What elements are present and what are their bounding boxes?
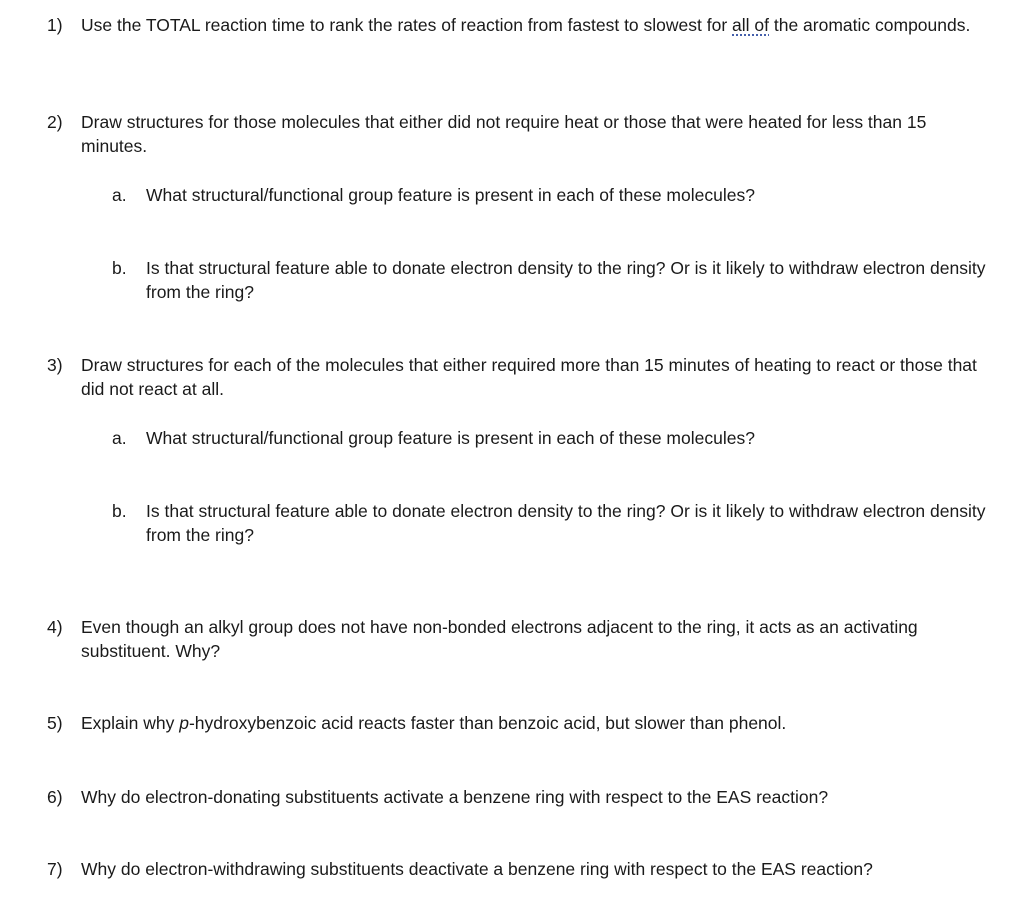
question-text: Why do electron-withdrawing substituents deactivate a benzene ring with respect to the EAS reaction? — [81, 859, 873, 879]
question-text: Even though an alkyl group does not have non-bonded electrons adjacent to the ring, it acts as an activating substituent. Why? — [81, 617, 918, 661]
question-number: 4) — [47, 617, 63, 637]
sub-letter: a. — [112, 185, 127, 205]
question-1 — [47, 13, 997, 37]
question-7 — [47, 857, 997, 881]
underlined-phrase: all of — [732, 15, 769, 35]
question-3b — [112, 499, 992, 547]
question-4 — [47, 615, 997, 663]
question-number: 3) — [47, 355, 63, 375]
question-text: Draw structures for each of the molecules that either required more than 15 minutes of heating to react or those that did not react at all. — [81, 355, 977, 399]
question-text: Explain why p-hydroxybenzoic acid reacts faster than benzoic acid, but slower than phenol. — [81, 713, 787, 733]
italic-letter: p — [179, 713, 189, 733]
question-2 — [47, 110, 997, 158]
question-3 — [47, 353, 997, 401]
question-6 — [47, 785, 997, 809]
sub-text: Is that structural feature able to donate electron density to the ring? Or is it likely to withdraw electron density from the ring? — [146, 501, 986, 545]
question-number: 7) — [47, 859, 63, 879]
question-number: 5) — [47, 713, 63, 733]
sub-letter: b. — [112, 258, 127, 278]
question-2a — [112, 183, 992, 207]
question-5 — [47, 711, 997, 735]
sub-letter: b. — [112, 501, 127, 521]
sub-text: Is that structural feature able to donate electron density to the ring? Or is it likely to withdraw electron density from the ring? — [146, 258, 986, 302]
question-text: Why do electron-donating substituents activate a benzene ring with respect to the EAS reaction? — [81, 787, 829, 807]
question-text: Use the TOTAL reaction time to rank the rates of reaction from fastest to slowest for all of the aromatic compounds. — [81, 15, 971, 35]
sub-text: What structural/functional group feature is present in each of these molecules? — [146, 428, 755, 448]
question-number: 2) — [47, 112, 63, 132]
question-number: 6) — [47, 787, 63, 807]
sub-text: What structural/functional group feature is present in each of these molecules? — [146, 185, 755, 205]
question-text: Draw structures for those molecules that either did not require heat or those that were heated for less than 15 minutes. — [81, 112, 927, 156]
question-2b — [112, 256, 992, 304]
sub-letter: a. — [112, 428, 127, 448]
question-3a — [112, 426, 992, 450]
question-number: 1) — [47, 15, 63, 35]
